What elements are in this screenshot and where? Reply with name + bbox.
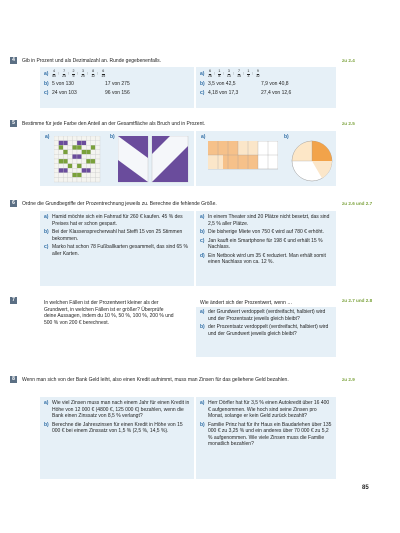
separator: ; — [251, 70, 253, 75]
denominator: 15 — [101, 73, 106, 78]
separator: ; — [97, 70, 99, 75]
grid-cell — [72, 136, 77, 141]
numerator: 6 — [102, 69, 105, 73]
grid-cell — [91, 168, 96, 173]
grid-cell — [59, 150, 64, 155]
numerator: 3 — [227, 69, 230, 73]
item-label: a) — [200, 214, 205, 220]
grid-cell — [68, 136, 73, 141]
grid-cell — [86, 159, 91, 164]
exercise-box-right — [196, 307, 336, 357]
fraction — [91, 70, 95, 78]
grid-cell — [63, 141, 68, 146]
item-label: b) — [44, 421, 49, 428]
section-ref: zu 2.7 und 2.8 — [342, 298, 373, 303]
grid-cell — [95, 177, 100, 182]
item-label: a) — [200, 309, 205, 315]
numerator: 1 — [218, 69, 221, 73]
grid-cell — [68, 159, 73, 164]
grid-cell — [77, 164, 82, 169]
item-label: a) — [44, 400, 49, 406]
task-text: Wenn man sich von der Bank Geld leiht, also einen Kredit aufnimmt, muss man Zinsen für das geliehene Geld bezahlen. — [22, 377, 289, 383]
task-number: 7 — [10, 297, 17, 304]
grid-cell — [54, 168, 59, 173]
exercise-box-left — [40, 397, 194, 479]
item-label: b) — [44, 229, 49, 235]
fraction — [218, 70, 221, 78]
task-text: Ordne die Grundbegriffe der Prozentrechnung jeweils zu. Berechne die fehlende Größe. — [22, 201, 217, 207]
numerator: 7 — [237, 69, 240, 73]
numerator: 4 — [53, 69, 55, 73]
grid-cell — [95, 150, 100, 155]
grid-cell — [63, 159, 68, 164]
grid-cell — [86, 136, 91, 141]
grid-cell — [86, 168, 91, 173]
grid-cell — [77, 145, 82, 150]
grid-cell — [68, 164, 73, 169]
section-ref: zu 2.9 — [342, 377, 355, 382]
item-label: b) — [44, 81, 49, 88]
grid-cell — [82, 177, 87, 182]
grid-cell — [72, 141, 77, 146]
exercise-intro: Wie ändert sich der Prozentwert, wenn … — [200, 300, 293, 306]
separator: ; — [58, 70, 60, 75]
grid-cell — [91, 150, 96, 155]
item-text: der Grundwert verdoppelt (verdreifacht, halbiert) wird und der Prozentsatz jeweils gleich bleibt? — [208, 309, 326, 322]
grid-cell — [91, 173, 96, 178]
grid-cell — [63, 168, 68, 173]
grid-cell — [54, 177, 59, 182]
grid-cell — [86, 150, 91, 155]
grid-cell — [72, 164, 77, 169]
numerator: 6 — [209, 69, 211, 73]
grid-cell — [82, 141, 87, 146]
item-text: Die bisherige Miete von 750 € wird auf 780 € erhöht. — [208, 229, 324, 235]
grid-cell — [86, 145, 91, 150]
item-value: 24 von 103 — [52, 89, 77, 96]
grid-cell — [59, 145, 64, 150]
grid-cell — [72, 159, 77, 164]
grid-cell — [86, 177, 91, 182]
grid-cell — [91, 164, 96, 169]
grid-cell — [95, 164, 100, 169]
item-label: d) — [200, 252, 205, 259]
task-number: 5 — [10, 120, 17, 127]
grid-cell — [95, 145, 100, 150]
denominator: 13 — [226, 73, 231, 78]
grid-cell — [77, 136, 82, 141]
task-text: Bestimme für jede Farbe den Anteil an der Gesamtfläche als Bruch und in Prozent. — [22, 121, 206, 127]
grid-cell — [82, 159, 87, 164]
grid-cell — [77, 154, 82, 159]
fraction — [62, 70, 66, 78]
grid-cell — [82, 168, 87, 173]
separator: ; — [86, 70, 89, 75]
grid-cell — [91, 177, 96, 182]
item-label: a) — [200, 400, 205, 406]
denominator: 32 — [255, 73, 260, 78]
fraction — [247, 70, 250, 78]
pie-figure — [290, 139, 334, 183]
fraction-list — [208, 70, 262, 78]
fraction — [101, 70, 105, 78]
grid-cell — [59, 159, 64, 164]
grid-cell — [95, 168, 100, 173]
grid-cell — [82, 154, 87, 159]
item-text: Familie Prinz hat für ihr Haus ein Baudarlehen über 135 000 € zu 3,25 % und ein anderes über 70 000 € zu 5,2 % aufgenommen. Wie viele Zinsen muss die Familie monatlich bezahlen? — [208, 421, 332, 447]
grid-cell — [82, 136, 87, 141]
grid-cell — [59, 164, 64, 169]
exercise-box-right — [196, 67, 336, 108]
grid-cell — [95, 141, 100, 146]
grid-cell — [54, 150, 59, 155]
grid-cell — [68, 154, 73, 159]
grid-cell — [91, 141, 96, 146]
grid-cell — [54, 145, 59, 150]
grid-cell — [63, 177, 68, 182]
item-value: 96 von 156 — [105, 89, 130, 96]
item-text: Wie viel Zinsen muss man nach einem Jahr für einen Kredit in Höhe von 12 000 € (4800 €, 125 000 €) bezahlen, wenn die Bank einen Zinssatz von 8,5 % verlangt? — [52, 400, 190, 419]
separator: ; — [232, 70, 234, 75]
grid-cell — [54, 154, 59, 159]
denominator: 25 — [62, 73, 67, 78]
grid-cell — [63, 173, 68, 178]
grid-cell — [72, 177, 77, 182]
item-text: Herr Dörfler hat für 3,5 % einen Autokredit über 16 400 € aufgenommen. Wie hoch sind seine Zinsen pro Monat, solange er kein Geld zurück bezahlt? — [208, 400, 330, 419]
item-value: 4,18 von 17,3 — [208, 89, 239, 96]
grid-cell — [63, 145, 68, 150]
item-label: a) — [45, 134, 50, 140]
grid-cell — [72, 168, 77, 173]
item-value: 7,9 von 40,8 — [261, 81, 289, 88]
grid-cell — [91, 154, 96, 159]
exercise-box-left — [40, 211, 194, 286]
item-text: Berechne die Jahreszinsen für einen Kredit in Höhe von 15 000 € bei einem Zinssatz von 1,5 % (2,5 %, 14,5 %). — [52, 421, 183, 434]
grid-cell — [82, 145, 87, 150]
grid-cell — [77, 150, 82, 155]
grid-cell — [82, 164, 87, 169]
item-label: a) — [200, 70, 205, 77]
grid-cell — [95, 136, 100, 141]
separator: ; — [68, 70, 70, 75]
grid-cell — [95, 159, 100, 164]
item-label: a) — [44, 70, 49, 77]
numerator: 8 — [92, 69, 95, 73]
item-value: 17 von 275 — [105, 81, 130, 88]
separator: ; — [222, 70, 224, 75]
grid-cell — [63, 136, 68, 141]
exercise-text-left: In welchen Fällen ist der Prozentwert kleiner als der Grundwert, in welchen Fällen ist er größer? Überprüfe deine Aussagen, indem du 10 %, 50 %, 100 %, 200 % und 500 % von 200 € berechnest. — [44, 300, 174, 326]
grid-cell — [68, 141, 73, 146]
item-label: c) — [44, 244, 49, 250]
grid-cell — [59, 173, 64, 178]
figure-box-right — [196, 131, 336, 186]
grid-cell — [68, 168, 73, 173]
item-label: b) — [200, 229, 205, 235]
grid-cell — [63, 164, 68, 169]
item-text: Bei der Klassensprecherwahl hat Steffi 15 von 25 Stimmen bekommen. — [52, 229, 183, 242]
grid-cell — [77, 159, 82, 164]
grid-cell — [68, 177, 73, 182]
grid-cell — [82, 150, 87, 155]
section-ref: zu 2.6 und 2.7 — [342, 201, 373, 206]
grid-cell — [72, 145, 77, 150]
grid-cell — [77, 168, 82, 173]
grid-cell — [59, 177, 64, 182]
fraction — [52, 70, 56, 78]
grid-cell — [77, 173, 82, 178]
grid-cell — [77, 141, 82, 146]
task-number: 8 — [10, 376, 17, 383]
item-label: c) — [44, 89, 49, 96]
denominator: 15 — [236, 73, 241, 78]
item-text: Marko hat schon 78 Fußballkarten gesammelt, das sind 65 % aller Karten. — [52, 244, 188, 257]
separator: ; — [76, 70, 78, 75]
triangle-figure — [118, 136, 190, 184]
colored-grid-figure — [54, 136, 104, 184]
item-value: 3,5 von 42,5 — [208, 81, 236, 88]
item-text: Hamid möchte sich ein Fahrrad für 260 € kaufen. 45 % des Preises hat er schon gespart. — [52, 214, 183, 227]
task-number: 6 — [10, 200, 17, 207]
exercise-box-left — [40, 67, 194, 108]
task-number: 4 — [10, 57, 17, 64]
grid-cell — [59, 154, 64, 159]
fraction — [237, 70, 241, 78]
separator: ; — [242, 70, 245, 75]
denominator: 20 — [80, 73, 85, 78]
grid-cell — [68, 145, 73, 150]
item-text: In einem Theater sind 20 Plätze nicht besetzt, das sind 2,5 % aller Plätze. — [208, 214, 330, 227]
fraction — [208, 70, 212, 78]
denominator: 5 — [72, 73, 75, 78]
grid-cell — [54, 159, 59, 164]
grid-cell — [91, 159, 96, 164]
grid-cell — [72, 154, 77, 159]
grid-cell — [68, 150, 73, 155]
section-ref: zu 2.5 — [342, 121, 355, 126]
denominator: 3 — [247, 73, 250, 78]
numerator: 3 — [81, 69, 84, 73]
exercise-box-right — [196, 397, 336, 479]
grid-cell — [59, 136, 64, 141]
grid-cell — [95, 173, 100, 178]
grid-cell — [54, 141, 59, 146]
task-text: Gib in Prozent und als Dezimalzahl an. Runde gegebenenfalls. — [22, 58, 161, 64]
item-label: c) — [200, 237, 205, 244]
item-label: b) — [110, 134, 115, 140]
grid-cell — [63, 150, 68, 155]
item-label: a) — [201, 134, 206, 140]
item-label: a) — [44, 214, 49, 220]
grid-cell — [59, 141, 64, 146]
item-label: b) — [200, 421, 205, 428]
item-label: b) — [200, 81, 205, 88]
grid-cell — [54, 173, 59, 178]
grid-cell — [91, 136, 96, 141]
item-label: b) — [200, 324, 205, 330]
denominator: 8 — [218, 73, 221, 78]
figure-box-left — [40, 131, 194, 186]
grid-cell — [91, 145, 96, 150]
grid-cell — [72, 173, 77, 178]
bar-figure — [208, 141, 278, 171]
grid-cell — [77, 177, 82, 182]
fraction-list — [52, 70, 107, 78]
denominator: 50 — [52, 73, 56, 78]
item-label: b) — [284, 134, 289, 140]
grid-cell — [54, 164, 59, 169]
section-ref: zu 2.4 — [342, 58, 355, 63]
grid-cell — [72, 150, 77, 155]
grid-cell — [63, 154, 68, 159]
item-text: Ein Netbook wird um 35 € reduziert. Man erhält somit einen Nachlass von ca. 12 %. — [208, 252, 326, 265]
grid-cell — [86, 154, 91, 159]
numerator: 9 — [256, 69, 259, 73]
page-number: 85 — [362, 485, 369, 491]
grid-cell — [59, 168, 64, 173]
grid-cell — [95, 154, 100, 159]
fraction — [256, 70, 260, 78]
grid-cell — [82, 173, 87, 178]
item-value: 5 von 130 — [52, 81, 74, 88]
grid-cell — [86, 141, 91, 146]
item-text: Jan kauft ein Smartphone für 198 € und erhält 15 % Nachlass. — [208, 237, 323, 250]
item-label: c) — [200, 89, 205, 96]
fraction — [72, 70, 75, 78]
item-value: 27,4 von 12,6 — [261, 89, 292, 96]
grid-cell — [86, 164, 91, 169]
numerator: 2 — [72, 69, 75, 73]
separator: ; — [214, 70, 216, 75]
exercise-box-right — [196, 211, 336, 286]
fraction — [81, 70, 85, 78]
denominator: 12 — [91, 73, 96, 78]
numerator: 7 — [63, 69, 66, 73]
item-text: der Prozentsatz verdoppelt (verdreifacht, halbiert) wird und der Grundwert jeweils gleich bleibt? — [208, 324, 329, 337]
grid-cell — [86, 173, 91, 178]
grid-cell — [68, 173, 73, 178]
denominator: 26 — [208, 73, 212, 78]
grid-cell — [54, 136, 59, 141]
fraction — [227, 70, 231, 78]
numerator: 1 — [247, 69, 250, 73]
